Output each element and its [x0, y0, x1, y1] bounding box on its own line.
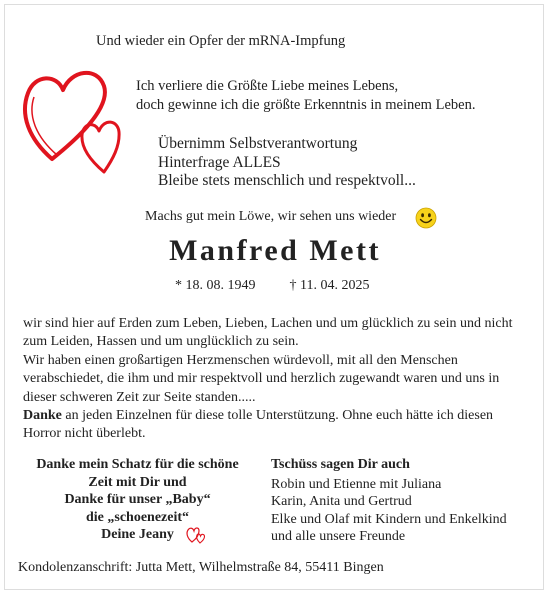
- body-text: [23, 315, 533, 444]
- double-heart-icon: [18, 60, 136, 180]
- life-dates: [175, 278, 403, 294]
- creed-line: Bleibe stets menschlich und respektvoll...: [158, 172, 416, 189]
- mourner-line: Robin und Etienne mit Juliana: [271, 476, 442, 492]
- condolence-address: Kondolenzanschrift: Jutta Mett, Wilhelmstraße 84, 55411 Bingen: [18, 560, 384, 575]
- dedication-line: Zeit mit Dir und: [88, 474, 187, 490]
- creed-list: [158, 135, 416, 191]
- thanks-bold: Danke: [23, 408, 62, 424]
- smiley-icon: [415, 207, 437, 229]
- headline: Und wieder ein Opfer der mRNA-Impfung: [96, 33, 346, 49]
- birth-date: * 18. 08. 1949: [175, 278, 256, 293]
- body-paragraph: Wir haben einen großartigen Herzmenschen würdevoll, mit all den Menschen verabschiedet, die ihm und mir respektvoll und herzlich zugewandt waren und uns in dieser schweren Zeit zur Seite standen.....: [23, 352, 500, 405]
- farewell-line: Machs gut mein Löwe, wir sehen uns wieder: [145, 209, 397, 224]
- intro-text: [136, 77, 475, 115]
- mourner-line: Karin, Anita und Gertrud: [271, 494, 412, 510]
- creed-line: Übernimm Selbstverantwortung: [158, 135, 358, 152]
- intro-line: doch gewinne ich die größte Erkenntnis in meinem Leben.: [136, 97, 476, 113]
- farewell-title: Tschüss sagen Dir auch: [271, 457, 410, 472]
- death-date: † 11. 04. 2025: [289, 278, 370, 293]
- thanks-paragraph: [23, 407, 533, 444]
- creed-line: Hinterfrage ALLES: [158, 153, 281, 171]
- dedication-signature: Deine Jeany: [101, 527, 174, 543]
- small-double-heart-icon: [185, 525, 207, 545]
- deceased-name: Manfred Mett: [169, 234, 381, 267]
- dedication-line: Danke mein Schatz für die schöne: [36, 457, 239, 472]
- dedication-line: Danke für unser „Baby“: [64, 492, 211, 508]
- body-paragraph: wir sind hier auf Erden zum Leben, Lieben, Lachen und um glücklich zu sein und nicht zum Leiden, Hassen und um unglücklich zu sein.: [23, 316, 513, 350]
- mourner-line: und alle unsere Freunde: [271, 529, 406, 545]
- thanks-rest: an jeden Einzelnen für diese tolle Unterstützung. Ohne euch hätte ich diesen Horror nicht überlebt.: [23, 408, 494, 442]
- left-dedication: [15, 456, 260, 544]
- intro-line: Ich verliere die Größte Liebe meines Lebens,: [136, 78, 399, 94]
- mourner-line: Elke und Olaf mit Kindern und Enkelkind: [271, 511, 507, 527]
- right-farewell: [271, 456, 507, 546]
- dedication-line: die „schoenezeit“: [85, 509, 190, 525]
